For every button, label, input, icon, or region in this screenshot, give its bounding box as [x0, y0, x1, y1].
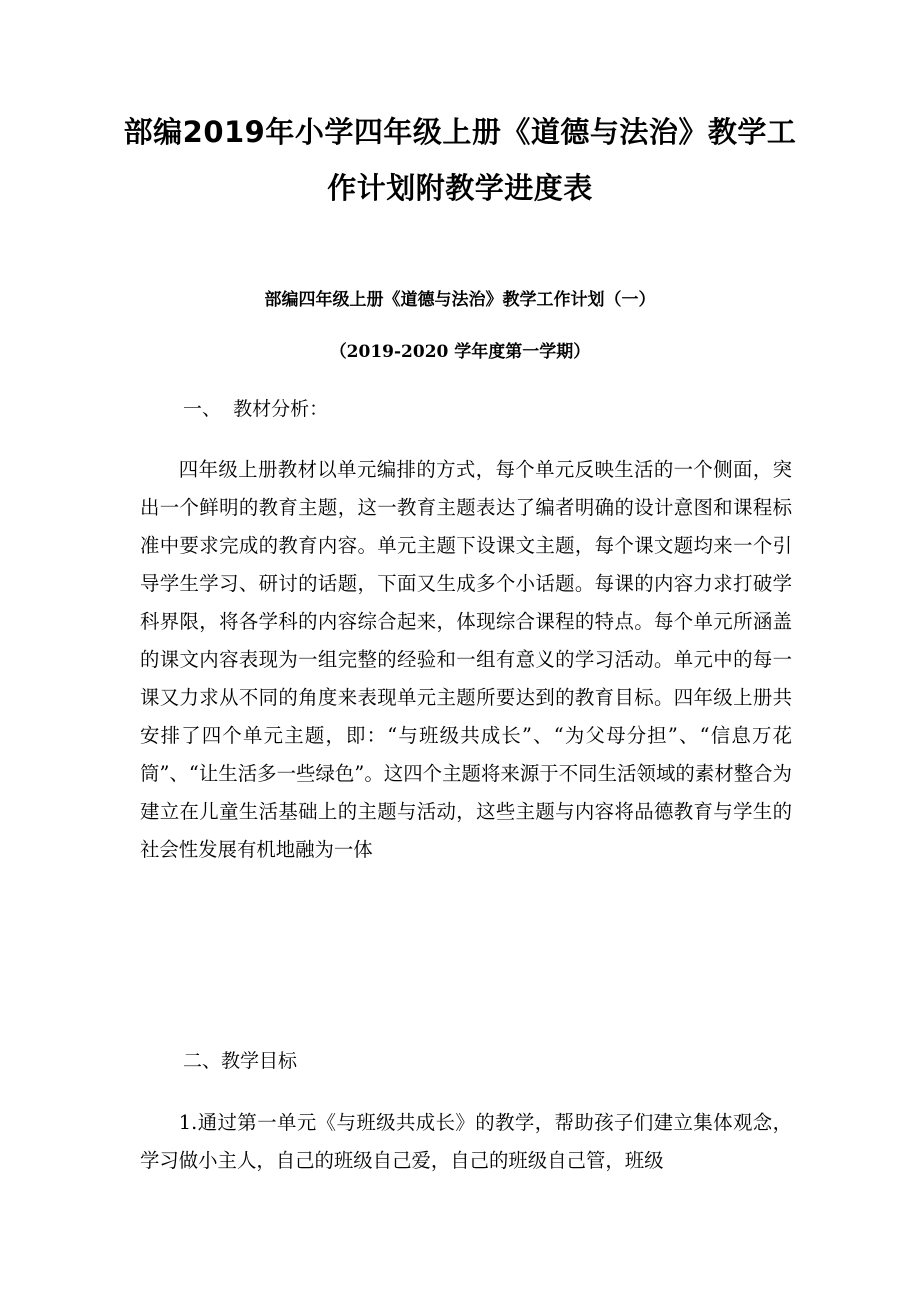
section-heading-textbook-analysis: 一、 教材分析：: [183, 398, 329, 420]
document-title-line-2: 作计划附教学进度表: [327, 171, 593, 205]
teaching-goal-item-1: 1.通过第一单元《与班级共成长》的教学，帮助孩子们建立集体观念，学习做小主人，自己的班级自己爱，自己的班级自己管，班级: [140, 1111, 792, 1172]
school-year: （2019-2020 学年度第一学期）: [329, 342, 591, 362]
plan-subtitle: 部编四年级上册《道德与法治》教学工作计划（一）: [264, 290, 656, 310]
textbook-analysis-paragraph: 四年级上册教材以单元编排的方式，每个单元反映生活的一个侧面，突出一个鲜明的教育主题，这一教育主题表达了编者明确的设计意图和课程标准中要求完成的教育内容。单元主题下设课文主题，每个课文题均来一个引导学生学习、研讨的话题，下面又生成多个小话题。每课的内容力求打破学科界限，将各学科的内容综合起来，体现综合课程的特点。每个单元所涵盖的课文内容表现为一组完整的经验和一组有意义的学习活动。单元中的每一课又力求从不同的角度来表现单元主题所要达到的教育目标。四年级上册共安排了四个单元主题，即：“与班级共成长”、“为父母分担”、“信息万花筒”、“让生活多一些绿色”。这四个主题将来源于不同生活领域的素材整合为建立在儿童生活基础上的主题与活动，这些主题与内容将品德教育与学生的社会性发展有机地融为一体: [140, 458, 792, 861]
document-title-line-1: 部编2019年小学四年级上册《道德与法治》教学工: [123, 115, 797, 149]
section-heading-teaching-goals: 二、教学目标: [183, 1050, 298, 1072]
